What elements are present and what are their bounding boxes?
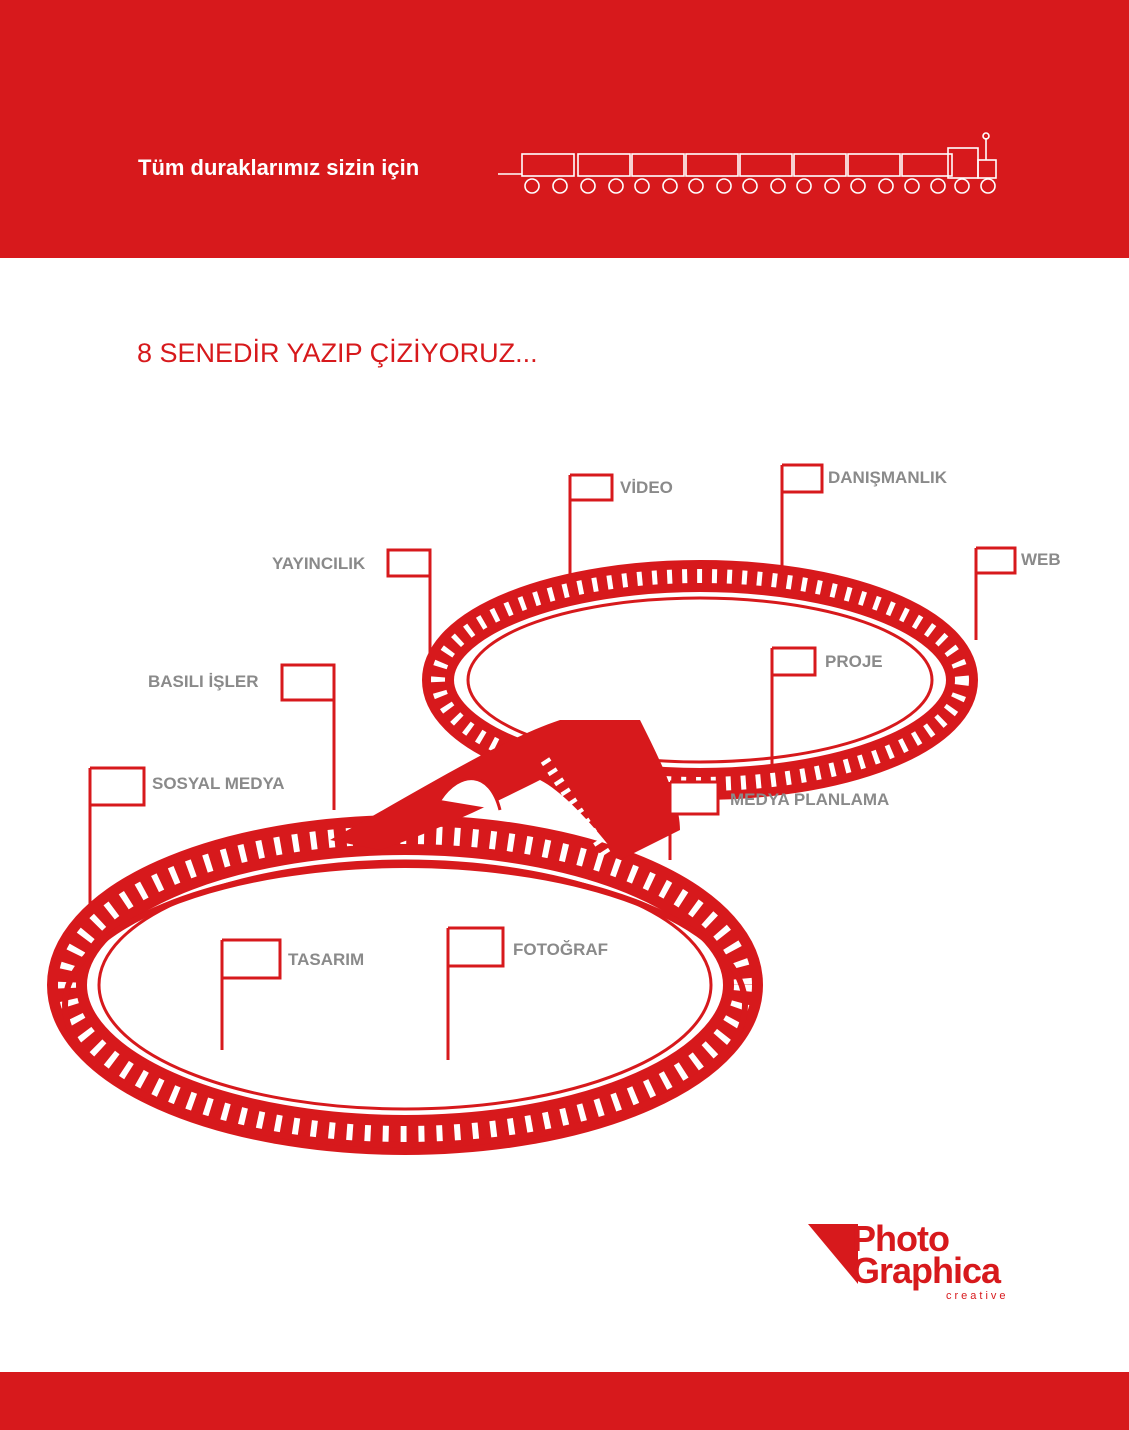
station-label-video: VİDEO (620, 478, 673, 497)
flag-icon (282, 665, 334, 810)
station-label-tasarim: TASARIM (288, 950, 365, 969)
flag-icon (90, 768, 144, 910)
logo-line-1: Photo (852, 1218, 949, 1259)
flag-icon (782, 465, 822, 570)
logo-line-3: creative (946, 1290, 1009, 1302)
flag-icon (448, 928, 503, 1060)
station-label-fotograf: FOTOĞRAF (513, 940, 609, 959)
flag-icon (388, 550, 430, 655)
flag-icon (976, 548, 1015, 640)
bottom-banner (0, 1372, 1129, 1430)
flag-icon (222, 940, 280, 1050)
station-label-basili-isler: BASILI İŞLER (148, 672, 259, 691)
photographica-logo (808, 1218, 1038, 1308)
flag-icon (670, 782, 718, 860)
station-label-proje: PROJE (825, 652, 883, 671)
station-label-danismanlik: DANIŞMANLIK (828, 468, 947, 487)
tagline: Tüm duraklarımız sizin için (138, 155, 420, 180)
station-label-yayincilik: YAYINCILIK (272, 554, 366, 573)
station-label-sosyal-medya: SOSYAL MEDYA (152, 774, 285, 793)
page-headline: 8 SENEDİR YAZIP ÇİZİYORUZ... (137, 338, 538, 368)
station-label-medya-planlama: MEDYA PLANLAMA (730, 790, 890, 809)
flag-icon (772, 648, 815, 770)
station-label-web: WEB (1021, 550, 1061, 569)
logo-line-2: Graphica (852, 1250, 1001, 1291)
flag-icon (570, 475, 612, 585)
logo-mark-icon (808, 1222, 858, 1292)
